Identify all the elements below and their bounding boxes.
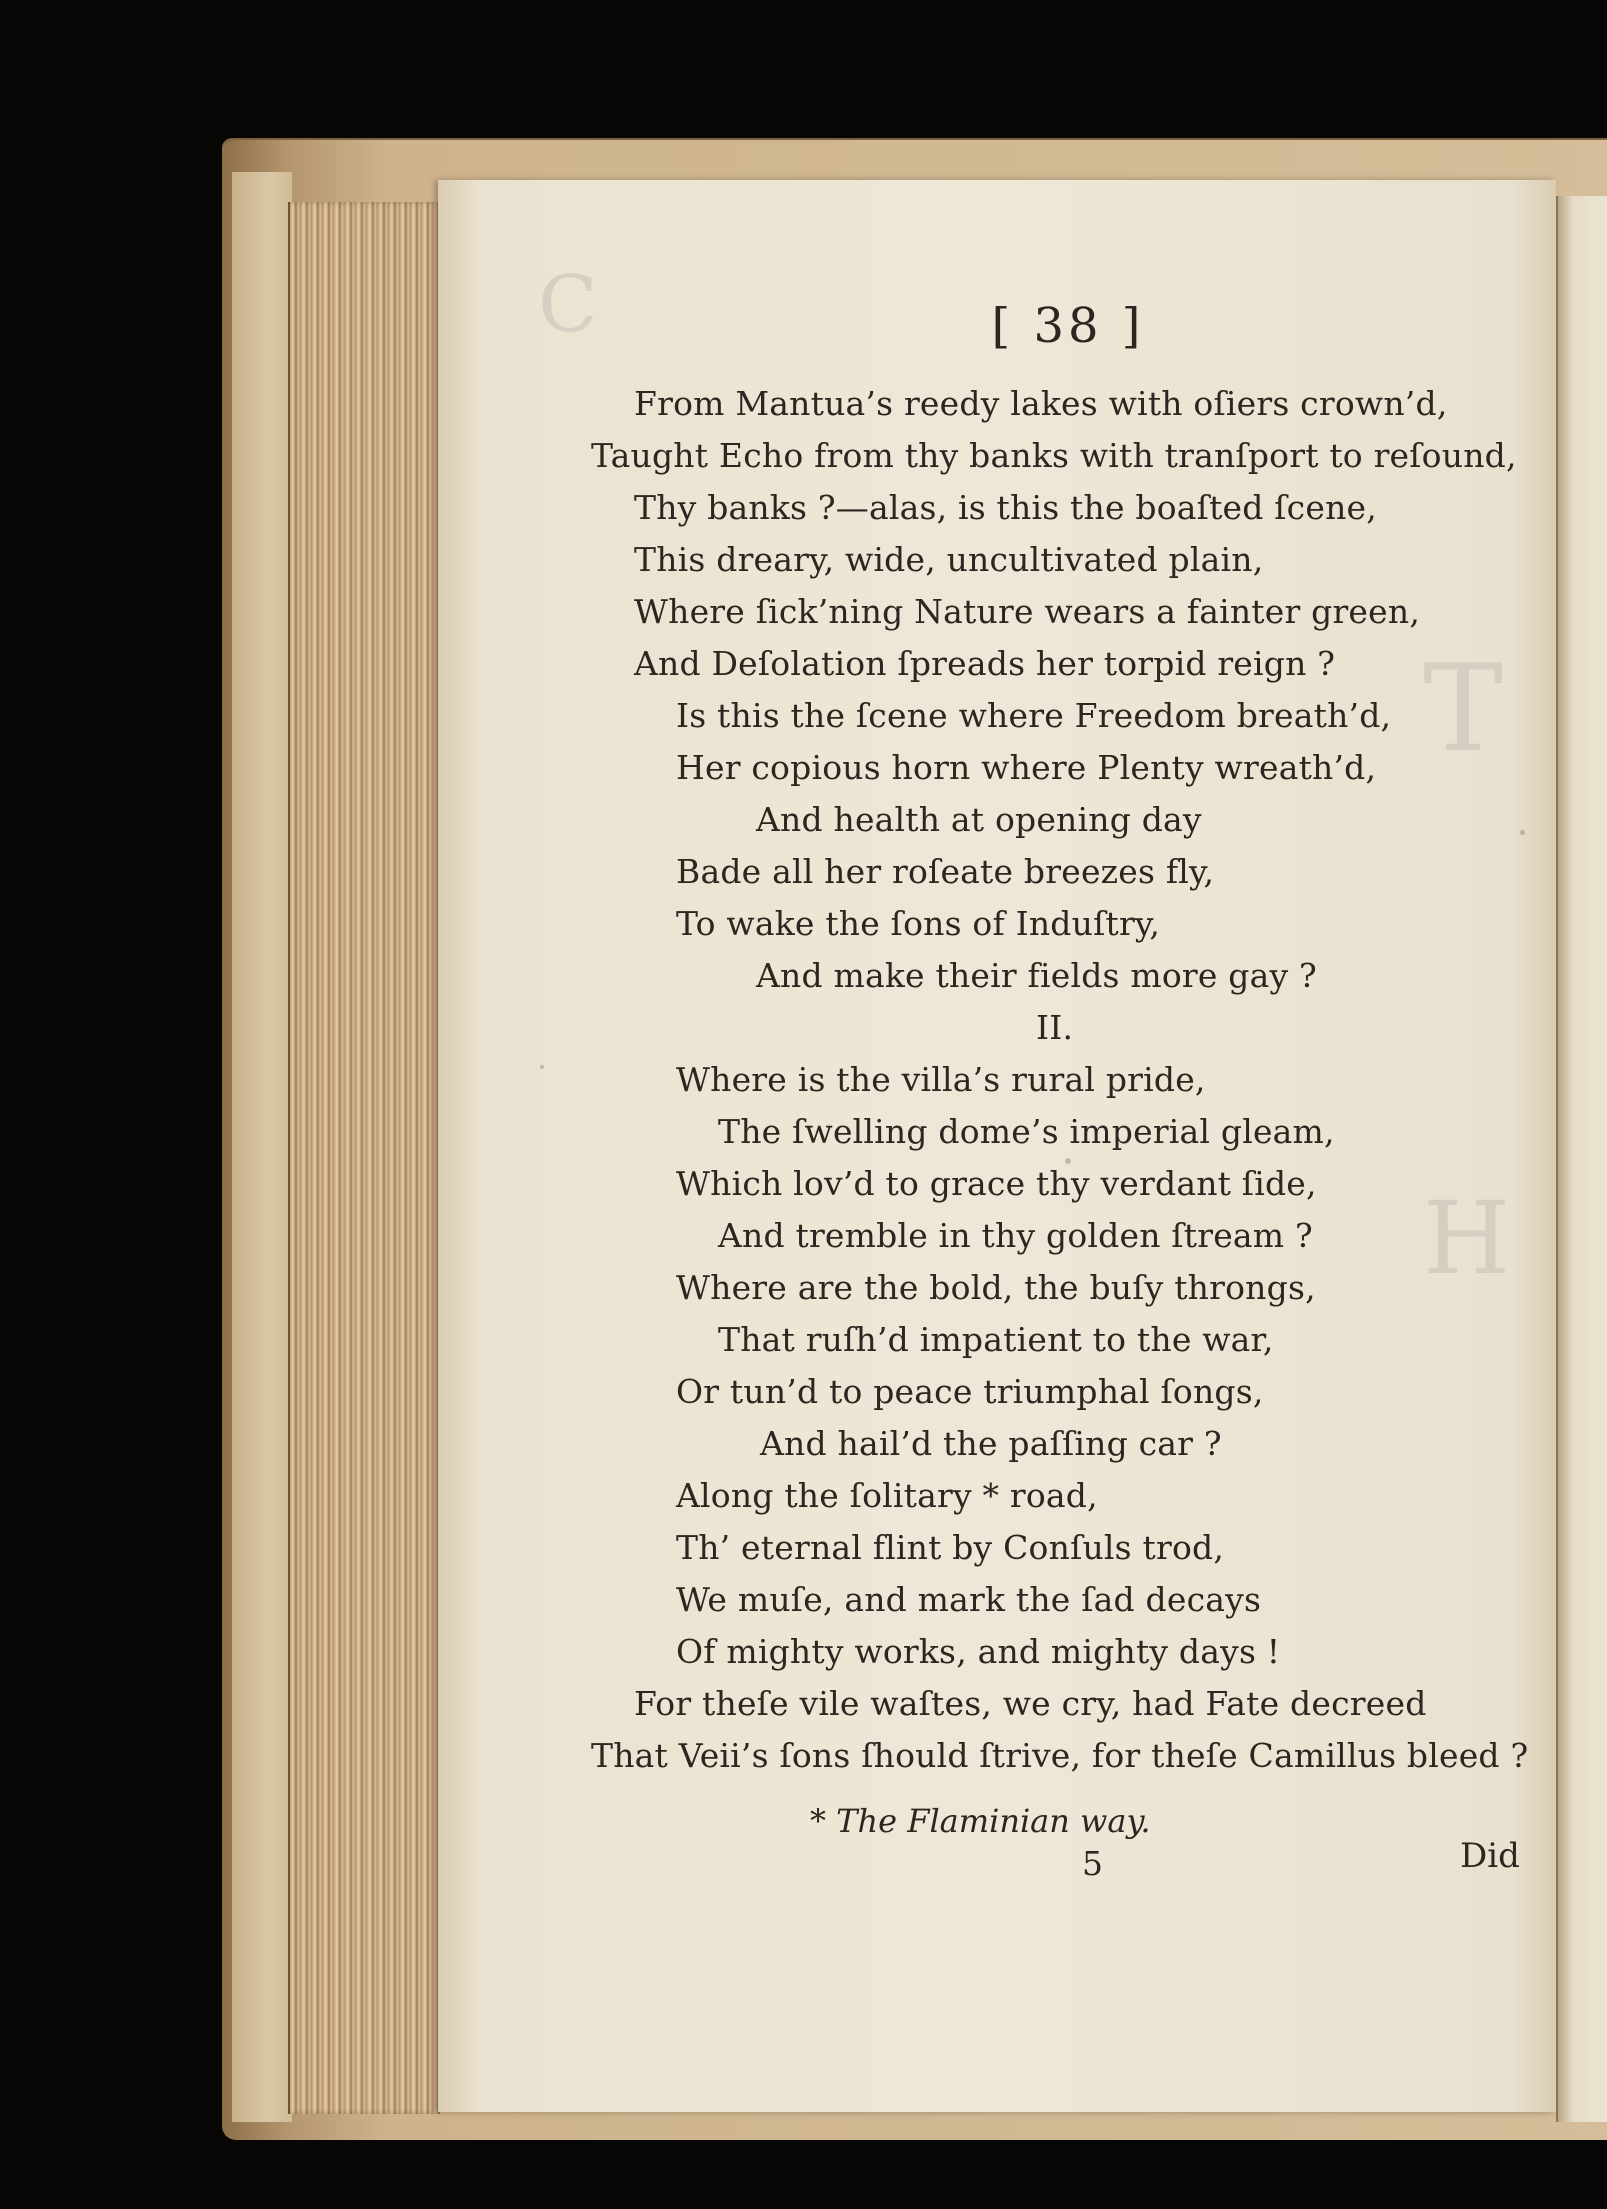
poem-line: And health at opening day bbox=[756, 800, 1202, 839]
poem-line: And Deſolation ſpreads her torpid reign ? bbox=[634, 644, 1336, 683]
page-header: [ 38 ] bbox=[991, 298, 1145, 354]
signature-mark: 5 bbox=[1082, 1844, 1103, 1883]
stanza-number: II. bbox=[1036, 1008, 1074, 1047]
left-board-edge bbox=[232, 172, 292, 2122]
paper-spot bbox=[1520, 830, 1525, 835]
poem-line: Thy banks ?—alas, is this the boaſted ſcene, bbox=[634, 488, 1377, 527]
poem-line: Along the ſolitary * road, bbox=[676, 1476, 1098, 1515]
poem-line: Is this the ſcene where Freedom breath’d, bbox=[676, 696, 1392, 735]
poem-line: Or tun’d to peace triumphal ſongs, bbox=[676, 1372, 1264, 1411]
footnote: * The Flaminian way. bbox=[810, 1802, 1151, 1840]
page-stack-edge bbox=[288, 202, 440, 2114]
poem-line: To wake the ſons of Induſtry, bbox=[676, 904, 1161, 943]
poem-line: The ſwelling dome’s imperial gleam, bbox=[718, 1112, 1335, 1151]
poem-line: This dreary, wide, uncultivated plain, bbox=[634, 540, 1264, 579]
poem-line: And make their fields more gay ? bbox=[756, 956, 1317, 995]
poem-line: Where ſick’ning Nature wears a fainter green, bbox=[634, 592, 1421, 631]
poem-line: That Veii’s ſons ſhould ſtrive, for theſe Camillus bleed ? bbox=[591, 1736, 1529, 1775]
catchword: Did bbox=[1460, 1836, 1520, 1876]
show-through-text: T bbox=[1423, 640, 1510, 779]
poem-line: Bade all her roſeate breezes fly, bbox=[676, 852, 1215, 891]
poem-line: From Mantua’s reedy lakes with oſiers crown’d, bbox=[634, 384, 1448, 423]
poem-line: Of mighty works, and mighty days ! bbox=[676, 1632, 1281, 1671]
poem-line: Her copious horn where Plenty wreath’d, bbox=[676, 748, 1377, 787]
poem-line: Where are the bold, the buſy throngs, bbox=[676, 1268, 1316, 1307]
poem-line: That ruſh’d impatient to the war, bbox=[718, 1320, 1274, 1359]
poem-line: For theſe vile waſtes, we cry, had Fate decreed bbox=[634, 1684, 1427, 1723]
poem-line: Which lov’d to grace thy verdant ſide, bbox=[676, 1164, 1317, 1203]
poem-line: Th’ eternal flint by Conſuls trod, bbox=[676, 1528, 1225, 1567]
poem-line: Taught Echo from thy banks with tranſport to reſound, bbox=[591, 436, 1517, 475]
next-page-edge bbox=[1556, 196, 1607, 2122]
poem-line: Where is the villa’s rural pride, bbox=[676, 1060, 1206, 1099]
poem-line: And tremble in thy golden ſtream ? bbox=[718, 1216, 1313, 1255]
paper-spot bbox=[540, 1065, 544, 1069]
show-through-text: H bbox=[1423, 1180, 1517, 1297]
poem-line: And hail’d the paſſing car ? bbox=[760, 1424, 1222, 1463]
show-through-text: C bbox=[538, 260, 604, 350]
poem-line: We muſe, and mark the ſad decays bbox=[676, 1580, 1262, 1619]
